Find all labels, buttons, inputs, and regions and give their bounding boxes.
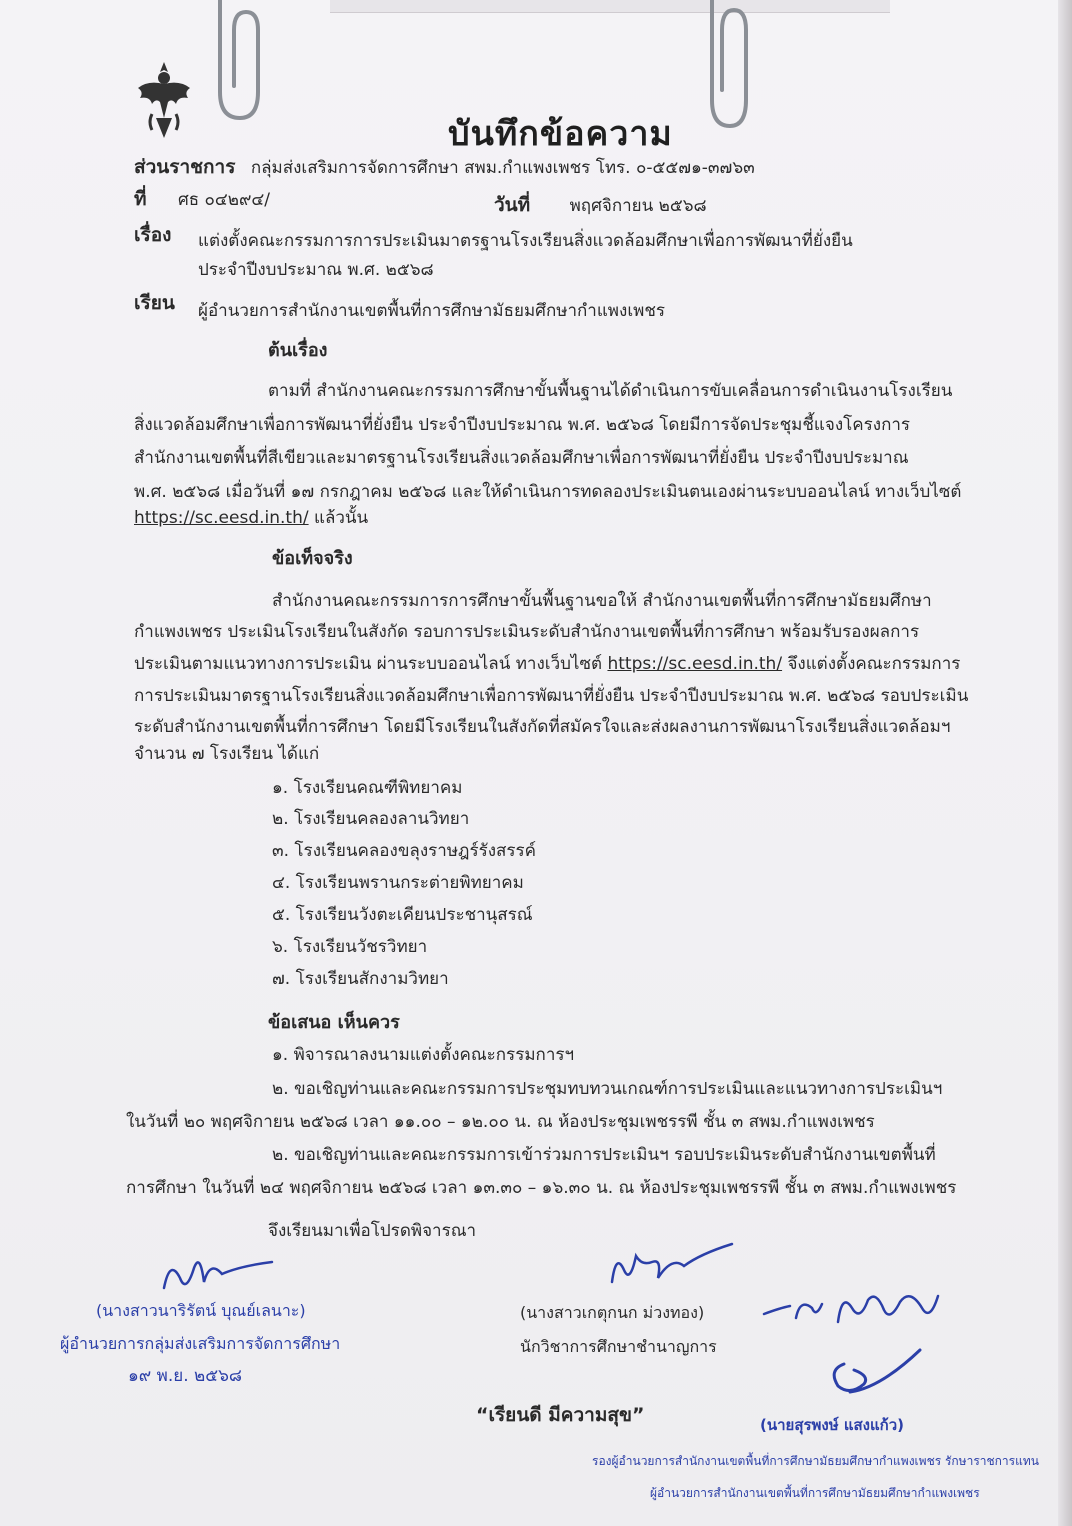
facts-line: สำนักงานคณะกรรมการการศึกษาขั้นพื้นฐานขอให้ สำนักงานเขตพื้นที่การศึกษามัธยมศึกษา xyxy=(272,591,932,611)
background-line: ตามที่ สำนักงานคณะกรรมการศึกษาขั้นพื้นฐานได้ดำเนินการขับเคลื่อนการดำเนินงานโรงเรียน xyxy=(268,381,953,401)
school-list-item: ๒. โรงเรียนคลองลานวิทยา xyxy=(272,809,470,829)
subject-line-1: แต่งตั้งคณะกรรมการการประเมินมาตรฐานโรงเรียนสิ่งแวดล้อมศึกษาเพื่อการพัฒนาที่ยั่งยืน xyxy=(198,231,853,251)
school-list-item: ๑. โรงเรียนคณฑีพิทยาคม xyxy=(272,778,463,798)
signature-scribble-mid xyxy=(600,1236,740,1296)
mid-signer-position: นักวิชาการศึกษาชำนาญการ xyxy=(520,1337,717,1356)
ref-value: ศธ ๐๔๒๙๔/ xyxy=(177,190,271,210)
school-list-item: ๕. โรงเรียนวังตะเคียนประชานุสรณ์ xyxy=(272,905,533,925)
proposal-item-cont: ในวันที่ ๒๐ พฤศจิกายน ๒๕๖๘ เวลา ๑๑.๐๐ – ๑๒.๐๐ น. ณ ห้องประชุมเพชรรพี ชั้น ๓ สพม.กำแพงเพชร xyxy=(126,1112,875,1132)
agency-label: ส่วนราชการ xyxy=(134,156,236,178)
signature-scribble-left xyxy=(150,1248,280,1304)
website-link[interactable]: https://sc.eesd.in.th/ xyxy=(134,508,309,528)
date-label: วันที่ xyxy=(494,194,531,216)
proposal-item: ๒. ขอเชิญท่านและคณะกรรมการเข้าร่วมการประเมินฯ รอบประเมินระดับสำนักงานเขตพื้นที่ xyxy=(272,1145,936,1165)
to-label: เรียน xyxy=(134,292,175,314)
to-value: ผู้อำนวยการสำนักงานเขตพื้นที่การศึกษามัธยมศึกษากำแพงเพชร xyxy=(198,301,666,321)
proposal-heading: ข้อเสนอ เห็นควร xyxy=(268,1012,400,1033)
facts-line: ประเมินตามแนวทางการประเมิน ผ่านระบบออนไลน์ ทางเว็บไซต์ https://sc.eesd.in.th/ จึงแต่งตั้งคณะกรรมการ xyxy=(134,654,961,674)
subject-line-2: ประจำปีงบประมาณ พ.ศ. ๒๕๖๘ xyxy=(198,260,434,280)
left-signer-date: ๑๙ พ.ย. ๒๕๖๘ xyxy=(128,1366,243,1386)
garuda-emblem-icon xyxy=(134,58,194,140)
stacked-paper-strip xyxy=(330,0,890,13)
school-list-item: ๖. โรงเรียนวัชรวิทยา xyxy=(272,937,428,957)
facts-line: การประเมินมาตรฐานโรงเรียนสิ่งแวดล้อมศึกษาเพื่อการพัฒนาที่ยั่งยืน ประจำปีงบประมาณ พ.ศ. ๒๕๖๘ รอบประเมิน xyxy=(134,686,969,706)
background-line-last: https://sc.eesd.in.th/ แล้วนั้น xyxy=(134,508,369,528)
school-list-item: ๓. โรงเรียนคลองขลุงราษฎร์รังสรรค์ xyxy=(272,841,537,861)
facts-heading: ข้อเท็จจริง xyxy=(272,548,353,569)
left-signer-position: ผู้อำนวยการกลุ่มส่งเสริมการจัดการศึกษา xyxy=(60,1334,341,1353)
date-value: พฤศจิกายน ๒๕๖๘ xyxy=(569,196,707,216)
background-heading: ต้นเรื่อง xyxy=(268,340,328,361)
paperclip-icon xyxy=(206,0,270,130)
mid-signer-name: (นางสาวเกตุกนก ม่วงทอง) xyxy=(520,1303,705,1322)
website-link[interactable]: https://sc.eesd.in.th/ xyxy=(607,654,783,674)
right-signer-name: (นายสุรพงษ์ แสงแก้ว) xyxy=(760,1416,905,1434)
document-title: บันทึกข้อความ xyxy=(448,114,673,154)
left-signer-name: (นางสาวนาริรัตน์ บุณย์เลนาะ) xyxy=(96,1301,306,1320)
agency-value: กลุ่มส่งเสริมการจัดการศึกษา สพม.กำแพงเพชร โทร. ๐-๕๕๗๑-๓๗๖๓ xyxy=(250,158,755,178)
subject-label: เรื่อง xyxy=(134,224,172,246)
facts-line: ระดับสำนักงานเขตพื้นที่การศึกษา โดยมีโรงเรียนในสังกัดที่สมัครใจและส่งผลงานการพัฒนาโรงเรียนสิ่งแวดล้อมฯ xyxy=(134,717,951,737)
facts-line: กำแพงเพชร ประเมินโรงเรียนในสังกัด รอบการประเมินระดับสำนักงานเขตพื้นที่การศึกษา พร้อมรับรองผลการ xyxy=(134,622,920,642)
paperclip-icon xyxy=(700,0,764,134)
background-line: สิ่งแวดล้อมศึกษาเพื่อการพัฒนาที่ยั่งยืน ประจำปีงบประมาณ พ.ศ. ๒๕๖๘ โดยมีการจัดประชุมชี้แจงโครงการ xyxy=(134,415,911,435)
background-line: สำนักงานเขตพื้นที่สีเขียวและมาตรฐานโรงเรียนสิ่งแวดล้อมศึกษาเพื่อการพัฒนาที่ยั่งยืน ประจำปีงบประมาณ xyxy=(134,448,909,468)
school-list-item: ๔. โรงเรียนพรานกระต่ายพิทยาคม xyxy=(272,873,524,893)
agency-row xyxy=(134,156,755,179)
slogan: “เรียนดี มีความสุข” xyxy=(476,1404,645,1426)
ref-label: ที่ xyxy=(134,188,147,210)
right-signer-position-1: รองผู้อำนวยการสำนักงานเขตพื้นที่การศึกษามัธยมศึกษากำแพงเพชร รักษาราชการแทน xyxy=(592,1454,1039,1468)
school-list-item: ๗. โรงเรียนสักงามวิทยา xyxy=(272,969,449,989)
right-signer-position-2: ผู้อำนวยการสำนักงานเขตพื้นที่การศึกษามัธยมศึกษากำแพงเพชร xyxy=(650,1486,980,1500)
paper-edge xyxy=(1058,0,1072,1526)
closing-line: จึงเรียนมาเพื่อโปรดพิจารณา xyxy=(268,1221,477,1241)
proposal-item: ๒. ขอเชิญท่านและคณะกรรมการประชุมทบทวนเกณฑ์การประเมินและแนวทางการประเมินฯ xyxy=(272,1079,943,1099)
date-row xyxy=(494,194,707,217)
proposal-item: ๑. พิจารณาลงนามแต่งตั้งคณะกรรมการฯ xyxy=(272,1045,575,1065)
ref-row xyxy=(134,188,270,211)
proposal-item-cont: การศึกษา ในวันที่ ๒๔ พฤศจิกายน ๒๕๖๘ เวลา ๑๓.๓๐ – ๑๖.๓๐ น. ณ ห้องประชุมเพชรรพี ชั้น ๓ สพม.กำแพงเพชร xyxy=(126,1178,957,1198)
signature-scribble-right xyxy=(820,1340,930,1400)
background-line: พ.ศ. ๒๕๖๘ เมื่อวันที่ ๑๗ กรกฎาคม ๒๕๖๘ และให้ดำเนินการทดลองประเมินตนเองผ่านระบบออนไลน์ ทางเว็บไซต์ xyxy=(134,482,962,502)
facts-line: จำนวน ๗ โรงเรียน ได้แก่ xyxy=(134,744,320,764)
handwritten-note-right xyxy=(760,1278,950,1338)
